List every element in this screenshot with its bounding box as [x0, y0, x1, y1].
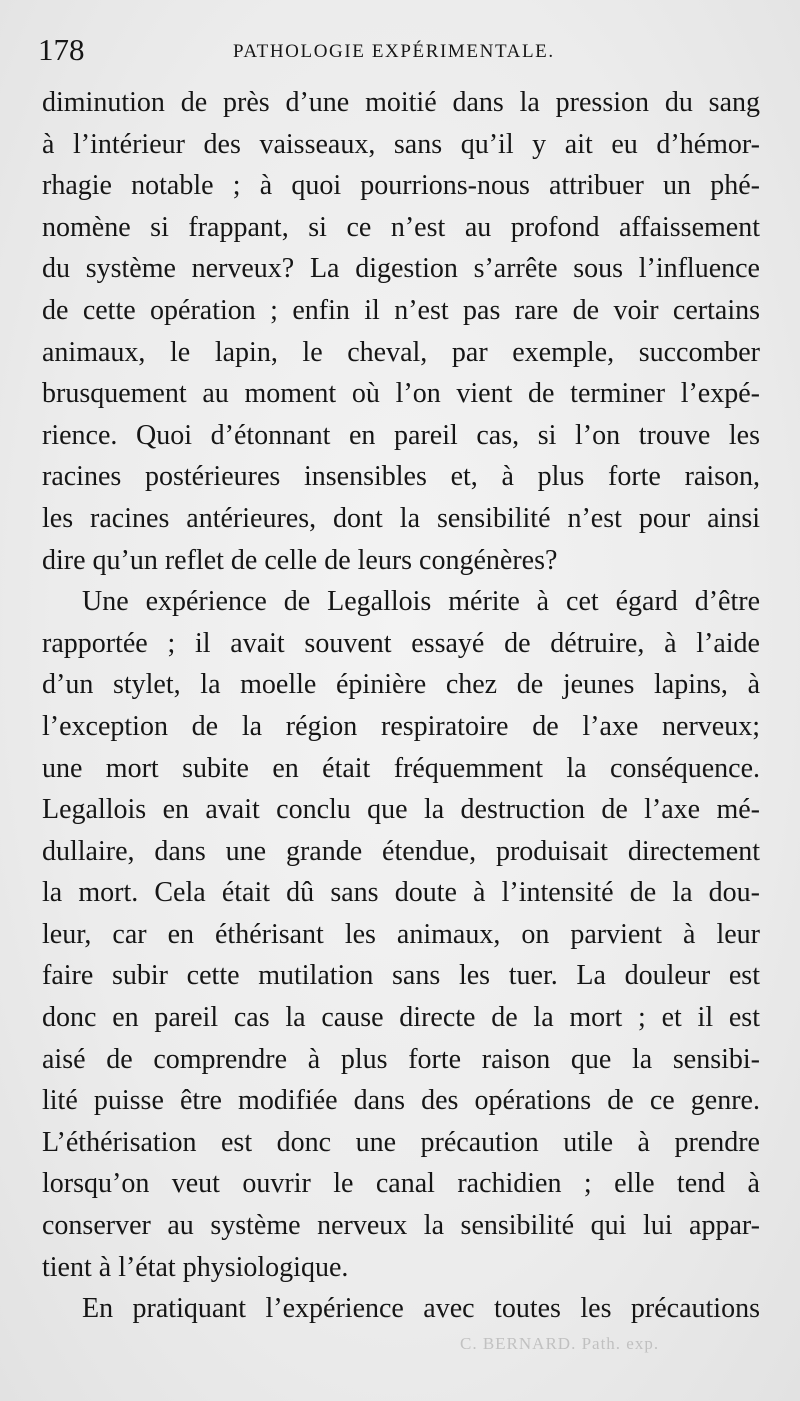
text-line: dullaire, dans une grande étendue, produisait directement — [42, 835, 760, 867]
text-line: dire qu’un reflet de celle de leurs congénères? — [42, 544, 558, 576]
text-line: une mort subite en était fréquemment la conséquence. — [42, 752, 760, 784]
running-head: PATHOLOGIE EXPÉRIMENTALE. — [233, 41, 555, 62]
text-line: leur, car en éthérisant les animaux, on parvient à leur — [42, 918, 760, 950]
text-line: aisé de comprendre à plus forte raison que la sensibi- — [42, 1043, 760, 1075]
page-header — [38, 28, 760, 72]
page-number: 178 — [38, 32, 85, 67]
text-line: lité puisse être modifiée dans des opérations de ce genre. — [42, 1085, 760, 1117]
text-line: du système nerveux? La digestion s’arrête sous l’influence — [42, 253, 760, 285]
text-line: brusquement au moment où l’on vient de terminer l’expé- — [42, 378, 760, 410]
text-line: tient à l’état physiologique. — [42, 1251, 349, 1283]
signature-line-ghost: C. BERNARD. Path. exp. — [460, 1334, 660, 1353]
text-line: diminution de près d’une moitié dans la pression du sang — [42, 87, 760, 118]
text-line: rience. Quoi d’étonnant en pareil cas, si l’on trouve les — [42, 419, 760, 451]
text-line: rhagie notable ; à quoi pourrions-nous attribuer un phé- — [42, 170, 760, 202]
text-line: donc en pareil cas la cause directe de la mort ; et il est — [42, 1002, 760, 1034]
body-text — [0, 82, 800, 1330]
text-line: l’exception de la région respiratoire de l’axe nerveux; — [42, 710, 760, 742]
text-line: nomène si frappant, si ce n’est au profond affaissement — [42, 211, 760, 243]
text-line: animaux, le lapin, le cheval, par exemple, succomber — [42, 336, 760, 368]
text-line: faire subir cette mutilation sans les tuer. La douleur est — [42, 960, 760, 992]
text-line: Une expérience de Legallois mérite à cet égard d’être — [82, 586, 760, 618]
text-line: à l’intérieur des vaisseaux, sans qu’il y ait eu d’hémor- — [42, 128, 760, 160]
text-line: En pratiquant l’expérience avec toutes les précautions — [82, 1293, 760, 1325]
text-line: la mort. Cela était dû sans doute à l’intensité de la dou- — [42, 877, 760, 909]
text-line: d’un stylet, la moelle épinière chez de jeunes lapins, à — [42, 669, 760, 701]
text-line: conserver au système nerveux la sensibilité qui lui appar- — [42, 1210, 760, 1242]
text-line: racines postérieures insensibles et, à plus forte raison, — [42, 461, 760, 493]
text-line: lorsqu’on veut ouvrir le canal rachidien ; elle tend à — [42, 1168, 760, 1200]
text-line: les racines antérieures, dont la sensibilité n’est pour ainsi — [42, 502, 760, 534]
text-line: rapportée ; il avait souvent essayé de détruire, à l’aide — [42, 627, 760, 659]
text-line: Legallois en avait conclu que la destruction de l’axe mé- — [42, 794, 760, 826]
text-line: de cette opération ; enfin il n’est pas rare de voir certains — [42, 294, 760, 326]
text-line: L’éthérisation est donc une précaution utile à prendre — [42, 1126, 760, 1158]
